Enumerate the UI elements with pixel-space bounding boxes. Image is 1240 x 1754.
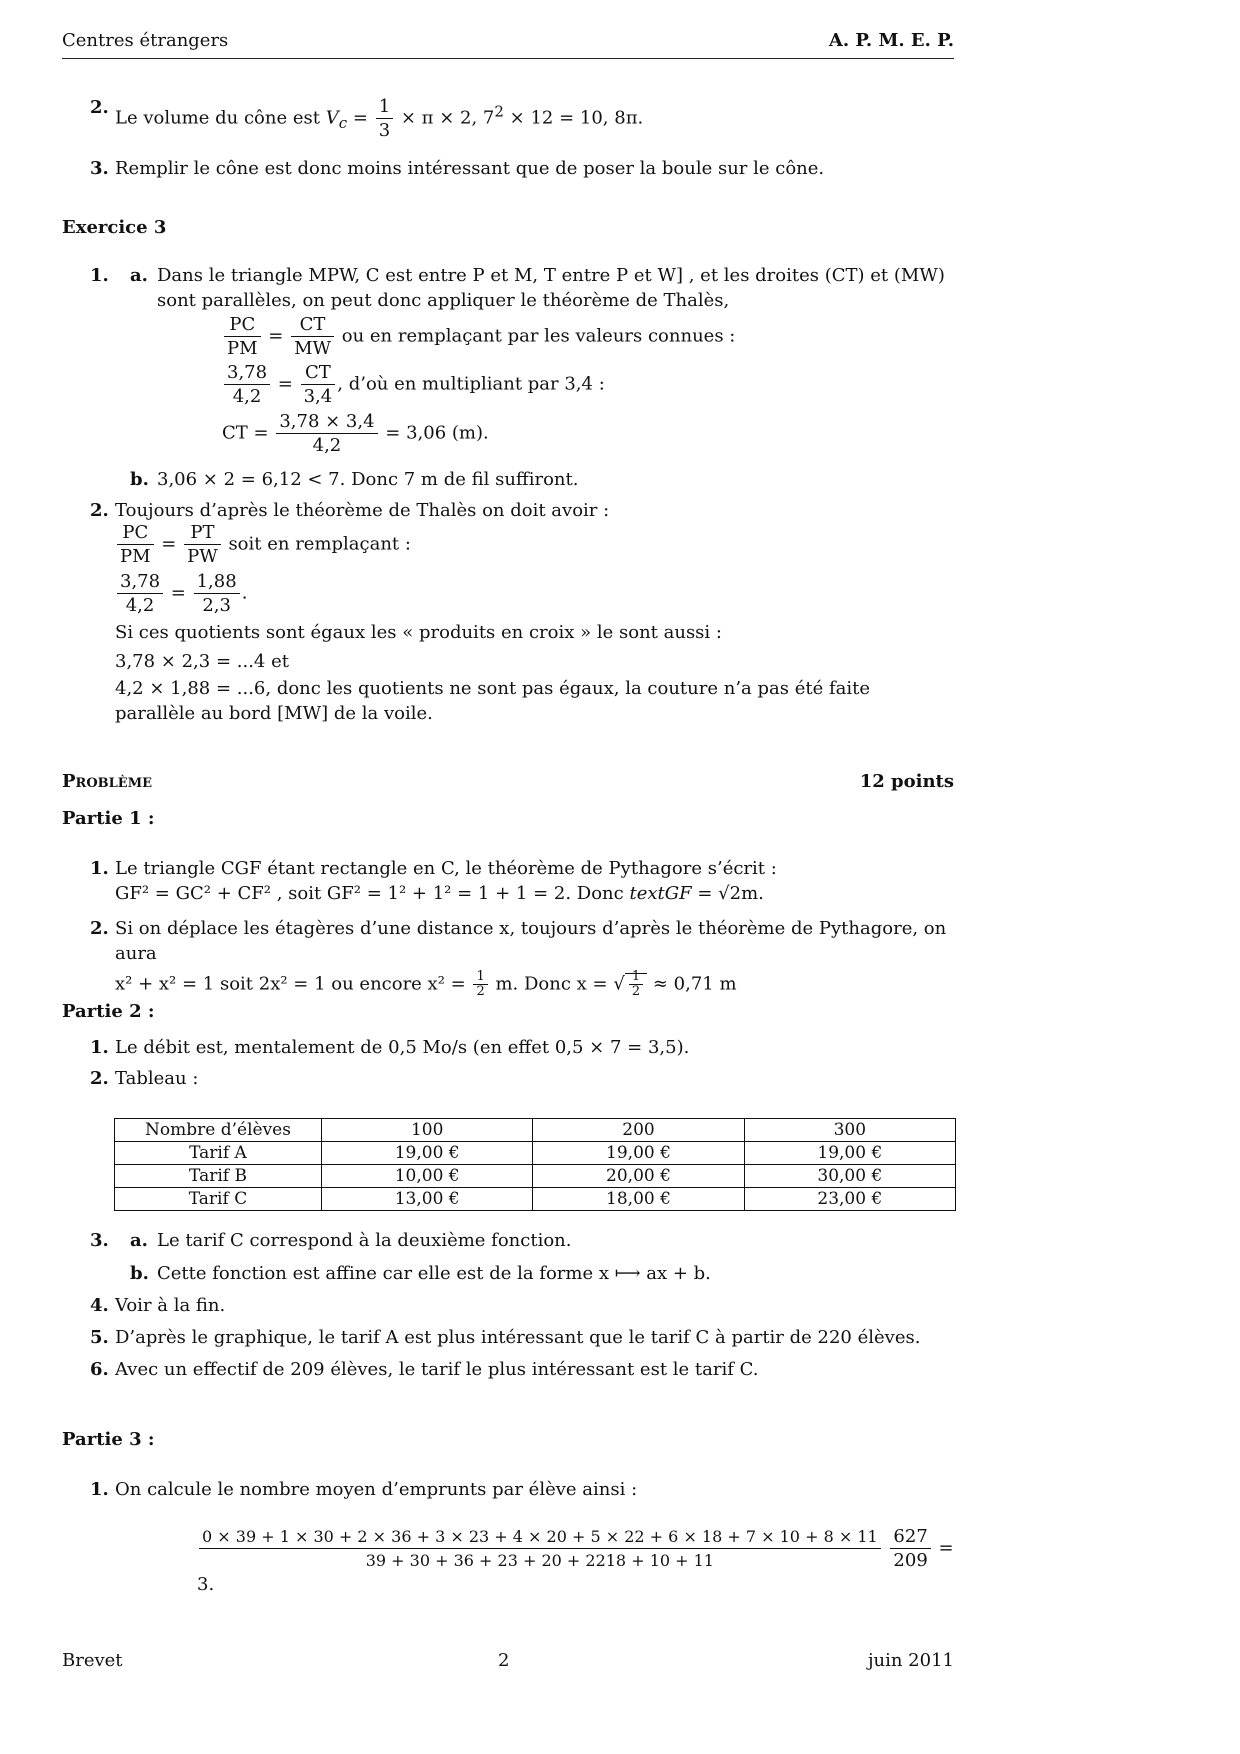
ex3-q1a-eq3: CT = $\frac{3,78 \times 3,4}{4,2}$ = 3,06 (m). [222, 411, 489, 456]
header-right: A. P. M. E. P. [828, 30, 954, 51]
p2-q4: 4. Voir à la fin. [90, 1295, 226, 1316]
partie-1-title: Partie 1 : [62, 808, 155, 829]
partie-3-title: Partie 3 : [62, 1429, 155, 1450]
p3-q1: 1. On calcule le nombre moyen d’emprunts par élève ainsi : [90, 1479, 638, 1500]
ex2-item-2: 2. Le volume du cône est $V_c$ = $\frac{1}{3}$ × π × 2, $7^2 \times 12 = 10$, 8π. [90, 96, 644, 141]
ex3-q2-l5: 4,2 × 1,88 = ...6, donc les quotients ne sont pas égaux, la couture n’a pas été faite parallèle au bord [MW] de la voile. [115, 678, 871, 724]
fraction: $\frac{1}{3}$ [376, 95, 393, 142]
p2-q6: 6. Avec un effectif de 209 élèves, le tarif le plus intéressant est le tarif C. [90, 1359, 759, 1380]
table-header-row: Nombre d’élèves 100 200 300 [115, 1119, 956, 1142]
exercise-3-title: Exercice 3 [62, 217, 167, 238]
p1-q1: 1. Le triangle CGF étant rectangle en C, le théorème de Pythagore s’écrit : GF² = GC² + CF² , soit GF² = 1² + 1² = 1 + 1 = 2. Donc textGF = √2m. [90, 858, 777, 904]
ex2-item-3: 3. Remplir le cône est donc moins intéressant que de poser la boule sur le cône. [90, 158, 825, 179]
ex3-q1a: a. Dans le triangle MPW, C est entre P et M, T entre P et W] , et les droites (CT) et (MW) sont parallèles, on peut donc appliquer le théorème de Thalès, [130, 265, 945, 311]
ex3-q1b: b. 3,06 × 2 = 6,12 < 7. Donc 7 m de fil suffiront. [130, 469, 579, 490]
probleme-title: Problème [62, 771, 152, 792]
page-header [62, 30, 954, 59]
partie-2-title: Partie 2 : [62, 1001, 155, 1022]
ex3-q1a-eq1: $\frac{PC}{PM}$ = $\frac{CT}{MW}$ ou en remplaçant par les valeurs connues : [222, 313, 735, 360]
probleme-points: 12 points [859, 771, 954, 792]
footer-left: Brevet [62, 1650, 123, 1671]
ex3-q2: 2. Toujours d’après le théorème de Thalès on doit avoir : [90, 500, 610, 521]
p1-q2: 2. Si on déplace les étagères d’une distance x, toujours d’après le théorème de Pythagore, on aura x² + x² = 1 soit 2x² = 1 ou encore x² = $\frac{1}{2}$ m. Donc x = √ $\frac{1}{2}$ ≈ 0,71 m [90, 918, 947, 999]
ex3-q2-eq2: $\frac{3,78}{4,2}$ = $\frac{1,88}{2,3}$ . [115, 570, 247, 617]
table-row: Tarif B 10,00 € 20,00 € 30,00 € [115, 1165, 956, 1188]
table-row: Tarif A 19,00 € 19,00 € 19,00 € [115, 1142, 956, 1165]
page-number: 2 [498, 1650, 510, 1671]
p2-q3b: b. Cette fonction est affine car elle est de la forme x ⟼ ax + b. [130, 1263, 711, 1284]
ex3-q2-l4: 3,78 × 2,3 = ...4 et [115, 651, 289, 672]
footer-right: juin 2011 [867, 1650, 954, 1671]
ex3-q2-eq1: $\frac{PC}{PM}$ = $\frac{PT}{PW}$ soit en remplaçant : [115, 521, 411, 568]
p2-q5: 5. D’après le graphique, le tarif A est plus intéressant que le tarif C à partir de 220 élèves. [90, 1327, 921, 1348]
p2-q2: 2. Tableau : [90, 1068, 199, 1089]
header-left: Centres étrangers [62, 30, 229, 51]
page: Centres étrangers A. P. M. E. P. 2. Le volume du cône est $V_c$ = $\frac{1}{3}$ × π × 2, $7^2 \times 12 = 10$, 8π. 3. Remplir le cône est donc moins intéressant que de poser la boule sur le cône. Exercice 3 1. a. Dans le triangle MPW, C est entre P et M, T entre P et W] , et les droites (CT) et (MW) sont parallèles, on peut donc appliquer le théorème de Thalès, $\frac{PC}{PM}$ = $\frac{CT}{MW}$ ou en remplaçant par les valeurs connues : $\frac{3,78}{4,2}$ = $\frac{CT}{3,4}$ , d’où en multipliant par 3,4 : CT = $\frac{3,78 \times 3,4}{4,2}$ = 3,06 (m). b. 3,06 × 2 = 6,12 < 7. Donc 7 m de fil suffiront. 2. Toujours d’après le théorème de Thalès on doit avoir : $\frac{PC}{PM}$ = $\frac{PT}{PW}$ soit en remplaçant : $\frac{3,78}{4,2}$ = $\frac{1,88}{2,3}$ . Si ces quotients sont égaux les « produits en croix » le sont aussi : 3,78 × 2,3 = ...4 et 4,2 × 1,88 = ...6, donc les quotients ne sont pas égaux, la couture n’a pas été faite parallèle au bord [MW] de la voile. Problème 12 points Partie 1 : 1. Le triangle CGF étant rectangle en C, le théorème de Pythagore s’écrit : GF² = GC² + CF² , soit GF² = 1² + 1² = 1 + 1 = 2. Donc textGF = √2m. 2. Si on déplace les étagères d’une distance x, toujours d’après le théorème de Pythagore, on aura x² + x² = 1 soit 2x² = 1 ou encore x² = $\frac{1}{2}$ m. Donc x = √ $\frac{1}{2}$ ≈ 0,71 m Partie 2 : 1. Le débit est, mentalement de 0,5 Mo/s (en effet 0,5 × 7 = 3,5). 2. Tableau : Nombre d’élèves 100 200 300 Tarif A 19,00 € 19,00 € 19,00 € Tarif B 10,00 € 20,00 € 30,00 € Tarif C 13,00 € 18,00 € 23,00 € 3. a. Le tarif C correspond à la deuxième fonction. b. Cette fonction est affine car elle est de la forme x ⟼ ax + b. 4. Voir à la fin. 5. D’après le graphique, le tarif A est plus intéressant que le tarif C à partir de 220 élèves. 6. Avec un effectif de 209 élèves, le tarif le plus intéressant est le tarif C. Partie 3 : 1. On calcule le nombre moyen d’emprunts par élève ainsi : 0 × 39 + 1 × 30 + 2 × 36 + 3 × 23 + 4 × 20 + 5 × 22 + 6 × 18 + 7 × 10 + 8 × 11 39 + 30 + 36 + 23 + 20 + 2218 + 10 + 11 $\frac{627}{209}$ = 3. Brevet 2 juin 2011 [62, 30, 954, 1671]
p2-q1: 1. Le débit est, mentalement de 0,5 Mo/s (en effet 0,5 × 7 = 3,5). [90, 1037, 690, 1058]
ex3-q1a-eq2: $\frac{3,78}{4,2}$ = $\frac{CT}{3,4}$ , d’où en multipliant par 3,4 : [222, 361, 605, 408]
p2-q3a: a. Le tarif C correspond à la deuxième fonction. [130, 1230, 572, 1251]
p3-mean-formula: 0 × 39 + 1 × 30 + 2 × 36 + 3 × 23 + 4 × 20 + 5 × 22 + 6 × 18 + 7 × 10 + 8 × 11 39 + 30 + 36 + 23 + 20 + 2218 + 10 + 11 $\frac{627}{209}$ = 3. [197, 1526, 954, 1595]
tarif-table [114, 1118, 956, 1211]
ex3-q2-l3: Si ces quotients sont égaux les « produits en croix » le sont aussi : [115, 622, 722, 643]
table-row: Tarif C 13,00 € 18,00 € 23,00 € [115, 1188, 956, 1211]
